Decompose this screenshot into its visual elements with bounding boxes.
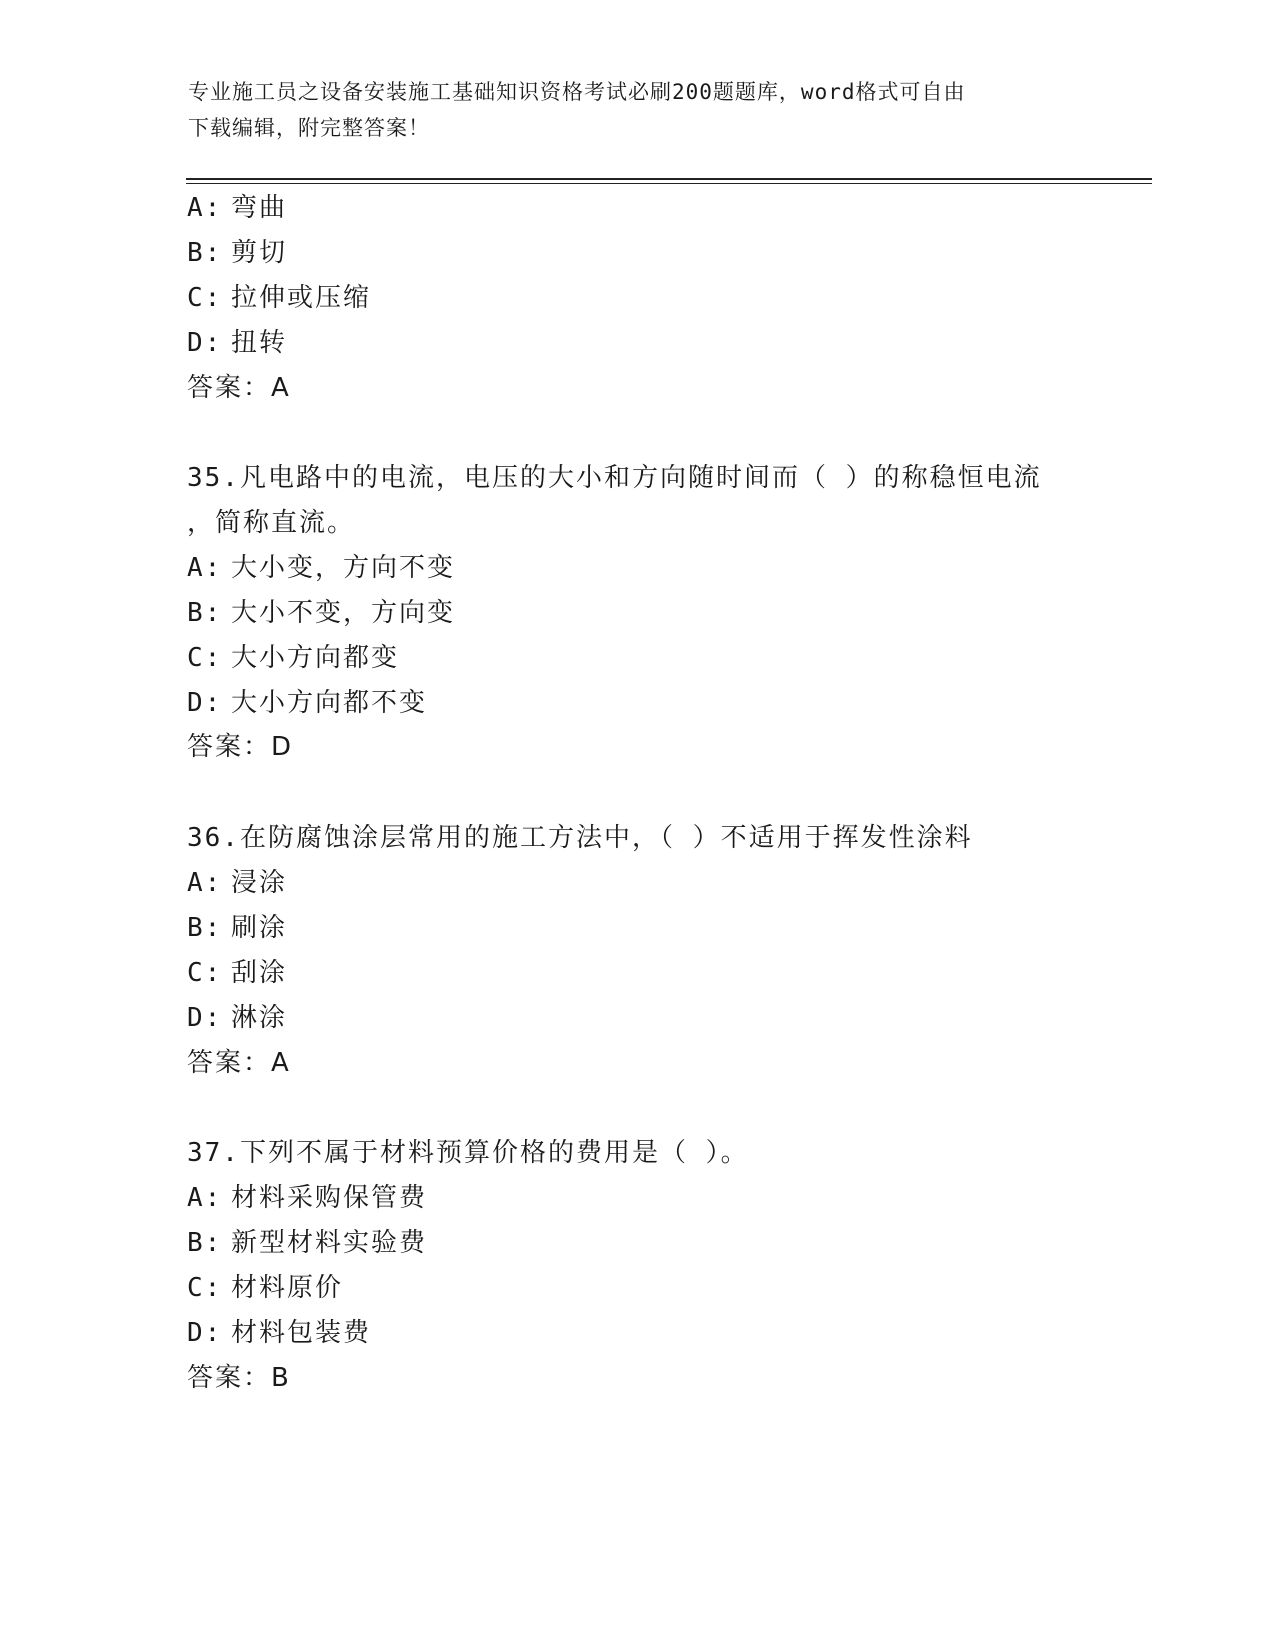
header-rule-thin bbox=[186, 183, 1152, 184]
q34-option-c: C: 拉伸或压缩 bbox=[187, 283, 372, 313]
q36-option-a: A: 浸涂 bbox=[187, 868, 288, 898]
q36-option-c: C: 刮涂 bbox=[187, 958, 288, 988]
q37-option-a: A: 材料采购保管费 bbox=[187, 1183, 428, 1213]
q34-option-b: B: 剪切 bbox=[187, 238, 288, 268]
q35-option-c: C: 大小方向都变 bbox=[187, 643, 400, 673]
q36-stem-line-1: 36.在防腐蚀涂层常用的施工方法中，（ ）不适用于挥发性涂料 bbox=[187, 823, 973, 853]
q37-answer: 答案：B bbox=[187, 1363, 291, 1393]
q37-option-c: C: 材料原价 bbox=[187, 1273, 344, 1303]
q36-option-d: D: 淋涂 bbox=[187, 1003, 288, 1033]
q37-stem-line-1: 37.下列不属于材料预算价格的费用是（ ）。 bbox=[187, 1138, 749, 1168]
header-line-1: 专业施工员之设备安装施工基础知识资格考试必刷200题题库，word格式可自由 bbox=[188, 80, 966, 104]
q37-option-d: D: 材料包装费 bbox=[187, 1318, 372, 1348]
q37-option-b: B: 新型材料实验费 bbox=[187, 1228, 428, 1258]
q35-option-d: D: 大小方向都不变 bbox=[187, 688, 428, 718]
q35-option-a: A: 大小变，方向不变 bbox=[187, 553, 456, 583]
q34-option-a: A: 弯曲 bbox=[187, 193, 288, 223]
q34-answer: 答案：A bbox=[187, 373, 291, 403]
document-header bbox=[188, 74, 1088, 146]
header-line-2: 下载编辑，附完整答案！ bbox=[188, 116, 430, 140]
header-rule-thick bbox=[186, 178, 1152, 180]
q36-answer: 答案：A bbox=[187, 1048, 291, 1078]
q36-option-b: B: 刷涂 bbox=[187, 913, 288, 943]
q34-option-d: D: 扭转 bbox=[187, 328, 288, 358]
q35-answer: 答案：D bbox=[187, 732, 294, 762]
q35-stem-line-2: ，简称直流。 bbox=[187, 508, 356, 538]
q35-stem-line-1: 35.凡电路中的电流，电压的大小和方向随时间而（ ）的称稳恒电流 bbox=[187, 463, 1042, 493]
q35-option-b: B: 大小不变，方向变 bbox=[187, 598, 456, 628]
